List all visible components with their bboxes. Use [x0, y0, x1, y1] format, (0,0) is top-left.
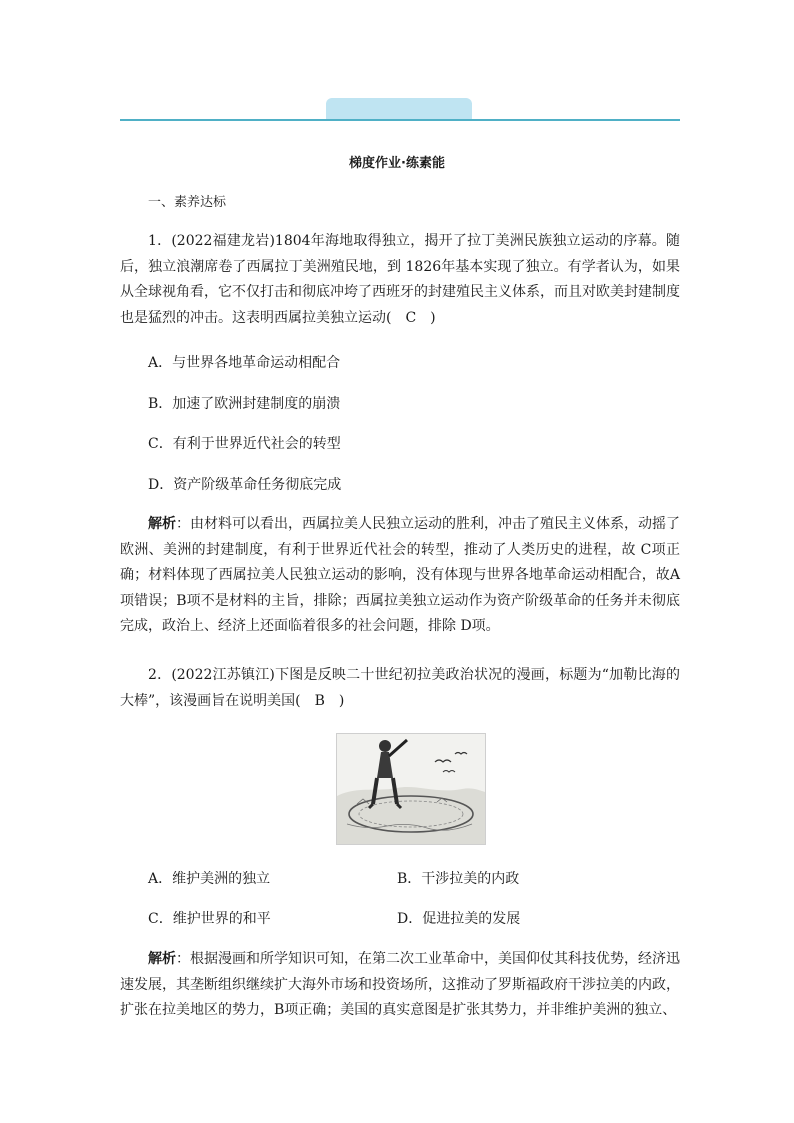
q2-analysis	[120, 947, 680, 1024]
question-1-stem: 1．(2022福建龙岩)1804年海地取得独立，揭开了拉丁美洲民族独立运动的序幕。随后，独立浪潮席卷了西属拉丁美洲殖民地，到 1826年基本实现了独立。有学者认为，如果从全球视角看，它不仅打击和彻底冲垮了西班牙的封建殖民主义体系，而且对欧美封建制度也是猛烈的冲击。这表明西属拉美独立运动( C )	[120, 233, 680, 326]
q2-option-d: D．促进拉美的发展	[397, 911, 521, 927]
question-2-stem: 2．(2022江苏镇江)下图是反映二十世纪初拉美政治状况的漫画，标题为“加勒比海的大棒”，该漫画旨在说明美国( B )	[120, 667, 680, 709]
header-divider	[120, 119, 680, 121]
q1-analysis	[120, 512, 680, 640]
header-tab	[326, 98, 472, 120]
q2-option-b: B．干涉拉美的内政	[397, 871, 520, 887]
q2-analysis-label: 解析	[148, 951, 176, 967]
q1-option-a: A．与世界各地革命运动相配合	[148, 355, 341, 371]
section-title: 梯度作业·练素能	[349, 156, 445, 171]
q1-option-d: D．资产阶级革命任务彻底完成	[148, 477, 342, 493]
q2-option-c: C．维护世界的和平	[148, 911, 271, 927]
q2-analysis-text: ：根据漫画和所学知识可知，在第二次工业革命中，美国仰仗其科技优势，经济迅速发展，其垄断组织继续扩大海外市场和投资场所，这推动了罗斯福政府干涉拉美的内政，扩张在拉美地区的势力，B项正确；美国的真实意图是扩张其势力，并非维护美洲的独立、	[120, 951, 680, 1018]
cartoon-illustration	[337, 734, 485, 844]
q1-analysis-label: 解析	[148, 516, 176, 532]
subheading: 一、素养达标	[148, 195, 227, 210]
q1-analysis-text: ：由材料可以看出，西属拉美人民独立运动的胜利，冲击了殖民主义体系，动摇了欧洲、美洲的封建制度，有利于世界近代社会的转型，推动了人类历史的进程，故 C项正确；材料体现了西属拉美人民独立运动的影响，没有体现与世界各地革命运动相配合，故A项错误；B项不是材料的主旨，排除；西属拉美独立运动作为资产阶级革命的任务并未彻底完成，政治上、经济上还面临着很多的社会问题，排除 D项。	[120, 516, 680, 634]
q1-option-b: B．加速了欧洲封建制度的崩溃	[148, 396, 341, 412]
q1-option-c: C．有利于世界近代社会的转型	[148, 436, 341, 452]
cartoon-image	[336, 733, 486, 845]
q2-option-a: A．维护美洲的独立	[148, 871, 271, 887]
